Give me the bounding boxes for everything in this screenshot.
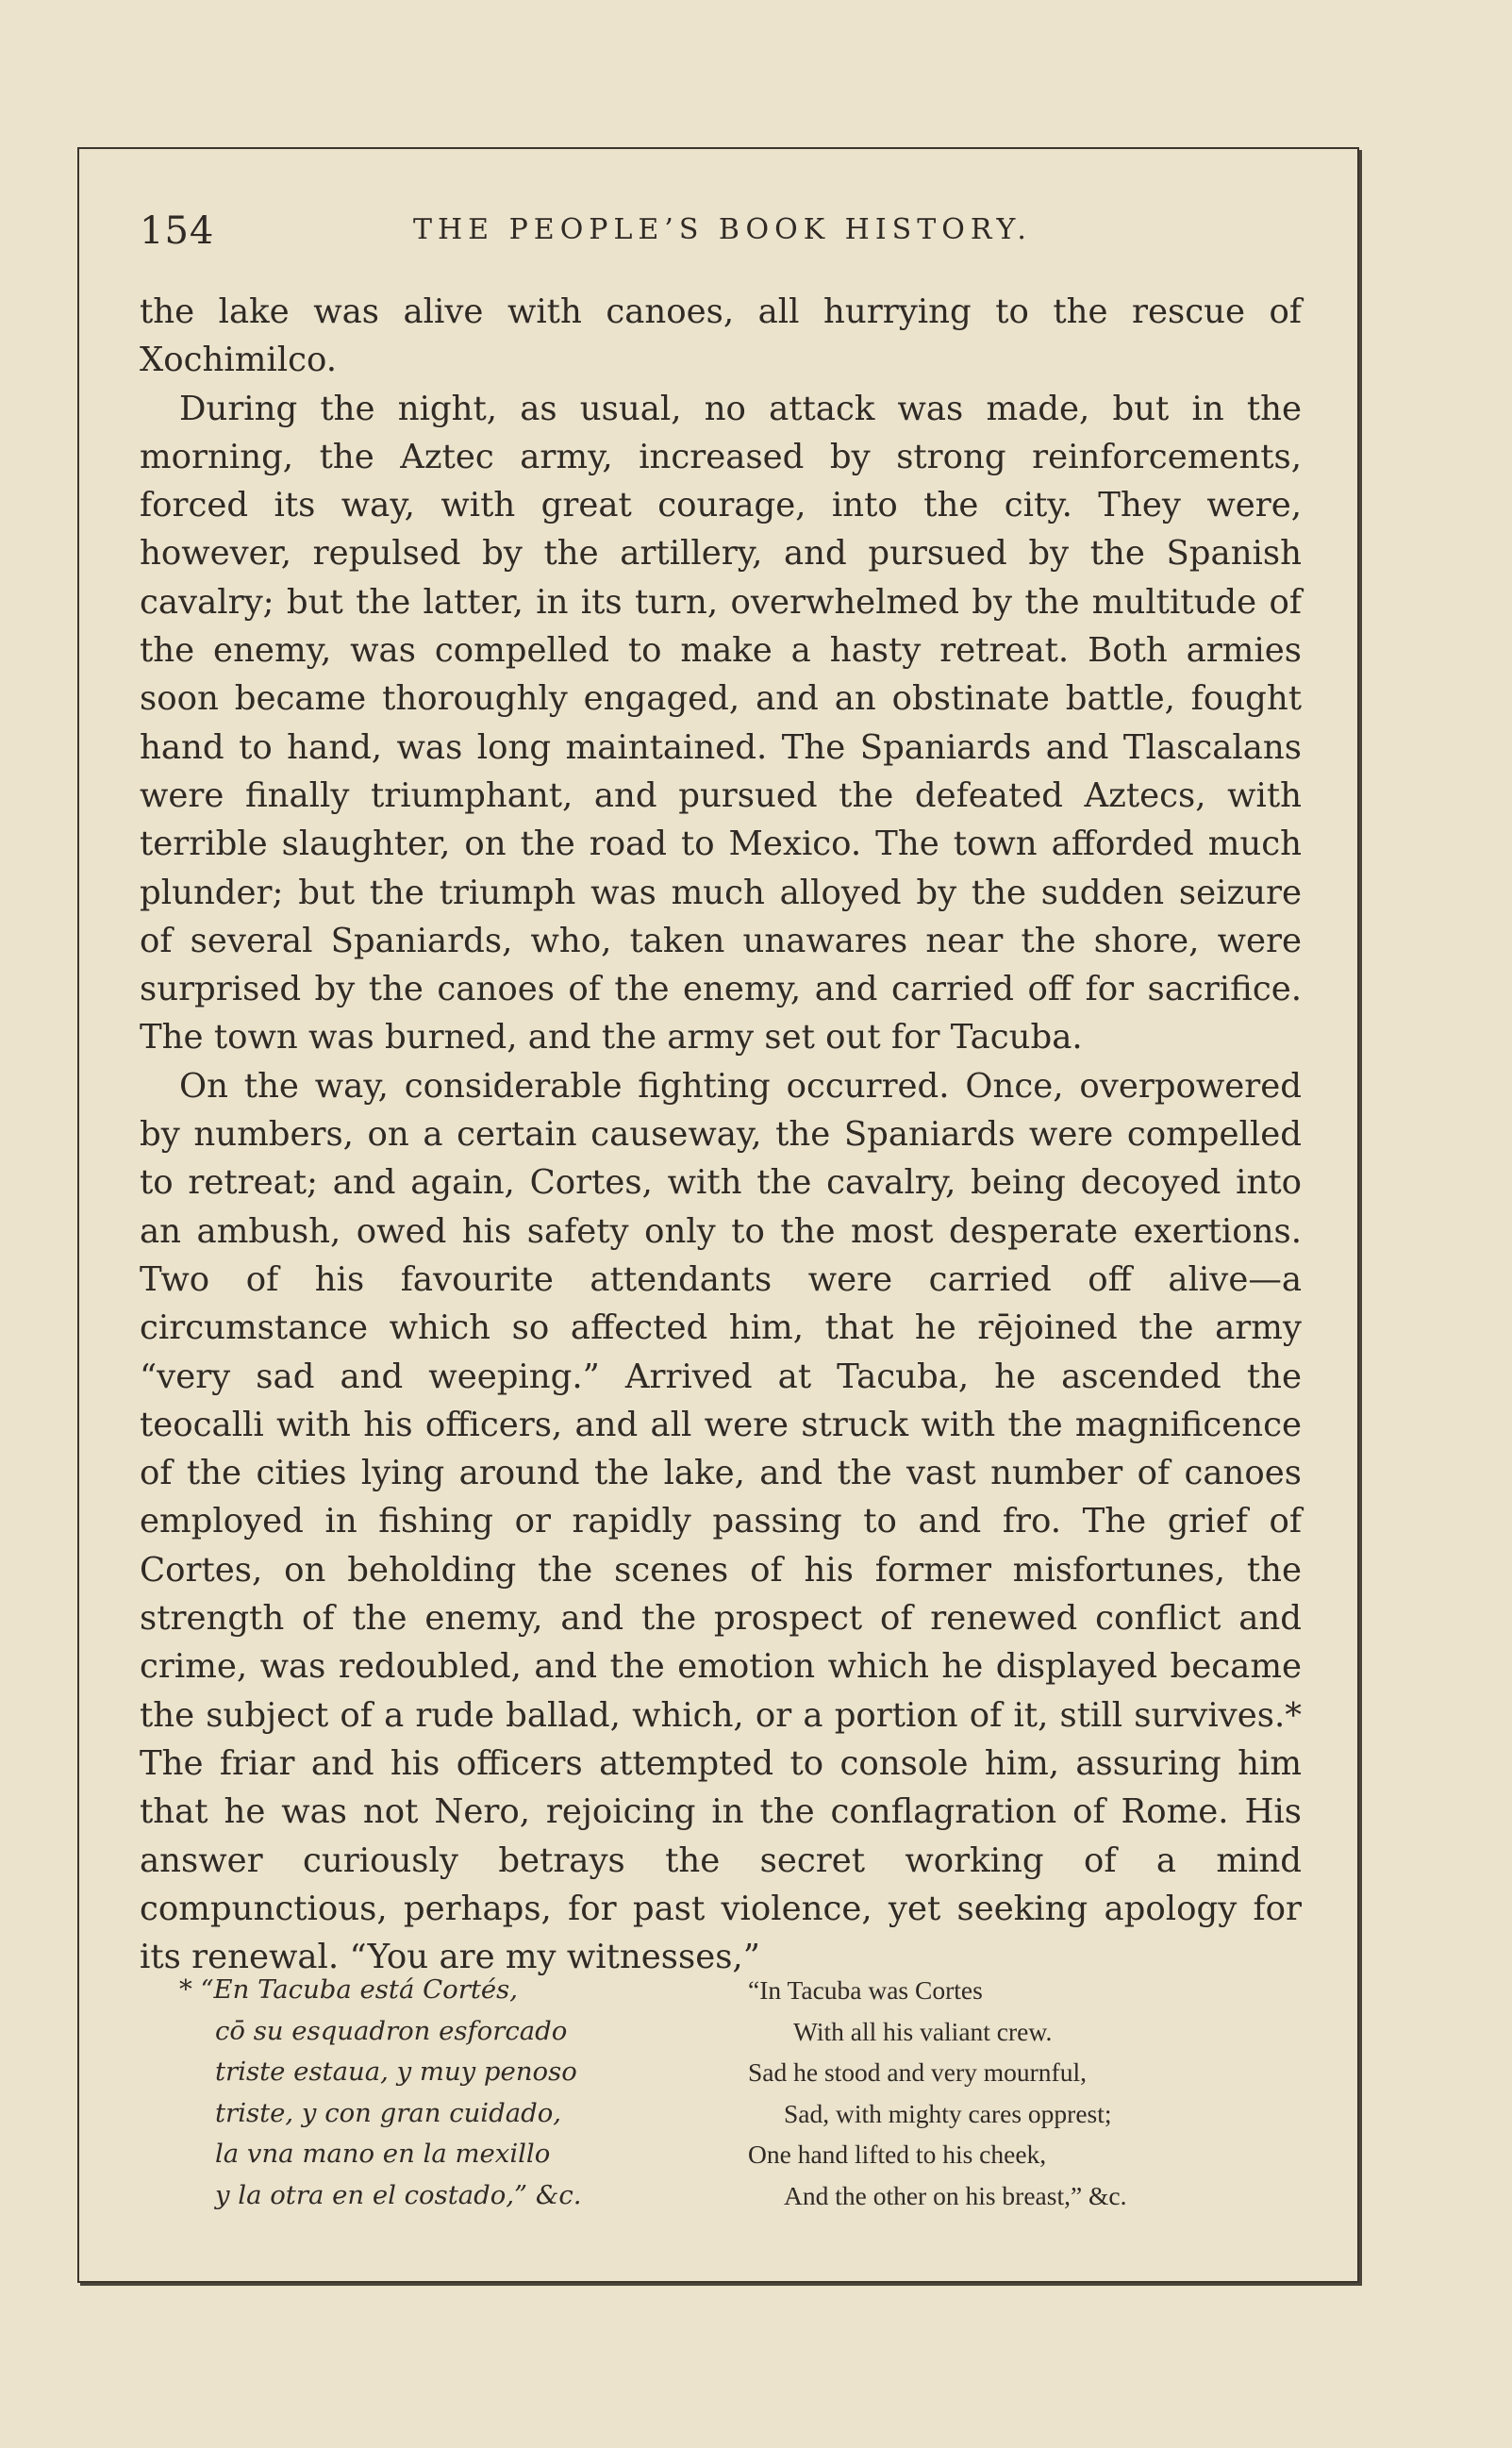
verse-line: triste, y con gran cuidado,	[215, 2097, 562, 2128]
verse-line: triste estaua, y muy penoso	[215, 2057, 577, 2087]
paragraph: the lake was alive with canoes, all hurrying to the rescue of Xochimilco.	[140, 292, 1302, 380]
verse-line: cō su esquadron esforcado	[215, 2015, 568, 2046]
body-text	[140, 288, 1302, 1981]
paragraph: On the way, considerable fighting occurred. Once, overpowered by numbers, on a certain causeway, the Spaniards were compelled to retreat; and again, Cortes, with the cavalry, being decoyed into an ambush, owed his safety only to the most desperate exertions. Two of his favourite attendants were carried off alive—a circumstance which so affected him, that he rējoined the army “very sad and weeping.” Arrived at Tacuba, he ascended the teocalli with his officers, and all were struck with the magnificence of the cities lying around the lake, and the vast number of canoes employed in fishing or rapidly passing to and fro. The grief of Cortes, on beholding the scenes of his former misfortunes, the strength of the enemy, and the prospect of renewed conflict and crime, was redoubled, and the emotion which he displayed became the subject of a rude ballad, which, or a portion of it, still survives.* The friar and his officers attempted to console him, assuring him that he was not Nero, rejoicing in the conflagration of Rome. His answer curiously betrays the secret working of a mind compunctious, perhaps, for past violence, yet seeking apology for its renewal. “You are my witnesses,”	[140, 1066, 1302, 1977]
verse-line: “In Tacuba was Cortes	[748, 1975, 983, 2005]
verse-line: With all his valiant crew.	[793, 2016, 1053, 2046]
page-number: 154	[140, 209, 215, 253]
verse-line: * “En Tacuba está Cortés,	[179, 1974, 519, 2005]
verse-line: One hand lifted to his cheek,	[748, 2140, 1047, 2169]
verse-line: y la otra en el costado,” &c.	[215, 2179, 582, 2210]
footnote-spanish-verse	[179, 1970, 689, 2216]
verse-line: la vna mano en la mexillo	[215, 2139, 551, 2169]
footnote-english-verse	[748, 1970, 1314, 2216]
verse-line: Sad he stood and very mournful,	[748, 2057, 1087, 2087]
paragraph: During the night, as usual, no attack was made, but in the morning, the Aztec army, increased by strong reinforcements, forced its way, with great courage, into the city. They were, however, repulsed by the artillery, and pursued by the Spanish cavalry; but the latter, in its turn, overwhelmed by the multitude of the enemy, was compelled to make a hasty retreat. Both armies soon became thoroughly engaged, and an obstinate battle, fought hand to hand, was long maintained. The Spaniards and Tlascalans were finally triumphant, and pursued the defeated Aztecs, with terrible slaughter, on the road to Mexico. The town afforded much plunder; but the triumph was much alloyed by the sudden seizure of several Spaniards, who, taken unawares near the shore, were surprised by the canoes of the enemy, and carried off for sacrifice. The town was burned, and the army set out for Tacuba.	[140, 389, 1302, 1057]
running-head: THE PEOPLE’S BOOK HISTORY.	[413, 213, 1032, 246]
verse-line: And the other on his breast,” &c.	[784, 2180, 1127, 2210]
verse-line: Sad, with mighty cares opprest;	[784, 2098, 1112, 2128]
page-header	[140, 209, 1300, 266]
